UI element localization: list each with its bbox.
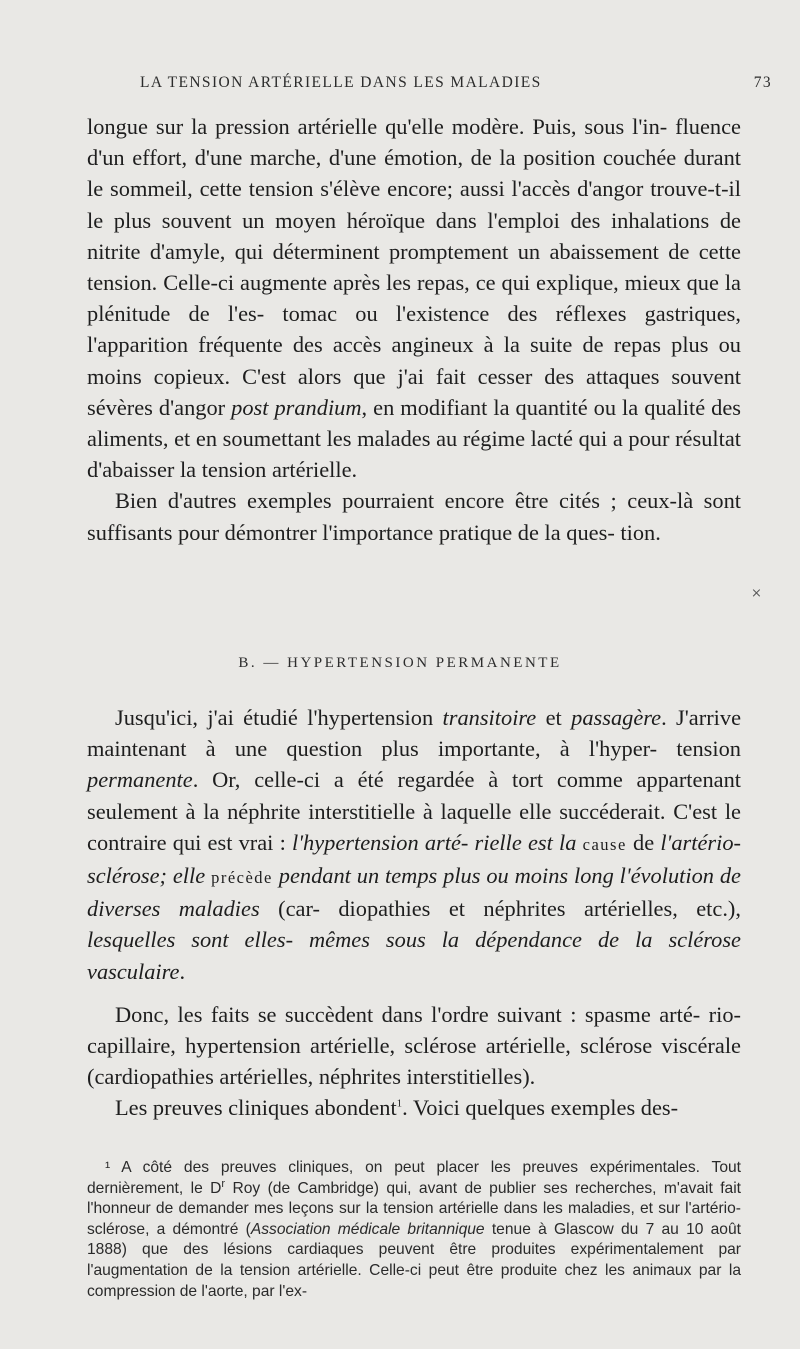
text-run: , en modifiant la quantité ou la qualité des aliments, et en soumettant les malades au régime lacté qui a pour résultat d'abaisser la tension artérielle.	[87, 394, 741, 483]
paragraph	[87, 702, 741, 987]
italic-run: l'hypertension arté- rielle est la	[292, 829, 577, 855]
text-run: et	[536, 705, 572, 730]
small-caps-run: précède	[211, 868, 273, 888]
text-run: Les preuves cliniques abondent	[115, 1095, 397, 1121]
footnote	[87, 1158, 741, 1302]
paragraph	[87, 111, 741, 485]
text-run: longue sur la pression artérielle qu'elle modère. Puis, sous l'in- fluence d'un effort, d'une marche, d'une émotion, de la position couchée durant le sommeil, cette tension s'élève encore; aussi l'accès d'angor trouve-t-il le plus souvent un moyen héroïque dans l'emploi des inhalations de nitrite d'amyle, qui déterminent promptement un abaissement de cette tension. Celle-ci augmente après les repas, ce qui explique, mieux que la plénitude de l'es- tomac ou l'existence des réflexes gastriques, l'apparition fréquente des accès angineux à la suite de repas plus ou moins copieux. C'est alors que j'ai fait cesser des attaques souvent sévères d'angor	[87, 114, 741, 420]
text-run: de	[626, 829, 661, 855]
margin-mark: ×	[751, 586, 762, 601]
italic-run: lesquelles sont elles- mêmes sous la dépendance de la sclérose vasculaire	[87, 927, 741, 984]
small-caps-run: cause	[582, 834, 627, 854]
footnote-text	[87, 1158, 741, 1302]
superscript: r	[221, 1177, 226, 1190]
section-heading: B. — HYPERTENSION PERMANENTE	[238, 655, 562, 671]
text-run: .	[179, 958, 186, 984]
text-run: Jusqu'ici, j'ai étudié l'hypertension	[115, 705, 443, 730]
footnote-ref: 1	[396, 1097, 403, 1110]
footnote-mark: ¹	[105, 1159, 111, 1176]
text-run: (car- diopathies et néphrites artérielles, etc.),	[259, 896, 741, 922]
italic-run: post prandium	[231, 394, 362, 420]
italic-run: l'artério-sclérose; elle	[87, 829, 741, 889]
page-number: 73	[753, 74, 772, 91]
text-run: tenue à Glascow du 7 au 10 août 1888) que des lésions cardiaques peuvent être produites expérimentalement par l'augmentation de la tension artérielle. Celle-ci peut être produite chez les animaux par la compression de l'aorte, par l'ex-	[87, 1220, 741, 1300]
text-run: . Or, celle-ci a été regardée à tort comme appartenant seulement à la néphrite interstitielle à laquelle elle succéderait. C'est le contraire qui est vrai :	[87, 767, 741, 855]
main-text-upper	[87, 111, 741, 548]
italic-run: Association médicale britannique	[250, 1220, 485, 1238]
italic-run: passagère	[571, 705, 662, 730]
running-header	[140, 74, 772, 92]
text-run: Roy (de Cambridge) qui, avant de publier ses recherches, m'avait fait l'honneur de demander mes leçons sur la tension artérielle dans les maladies, et sur l'artério-sclérose, a démontré (	[87, 1179, 742, 1238]
paragraph: Bien d'autres exemples pourraient encore être cités ; ceux-là sont suffisants pour démontrer l'importance pratique de la ques- tion.	[87, 488, 741, 545]
paragraph: Donc, les faits se succèdent dans l'ordre suivant : spasme arté- rio-capillaire, hypertension artérielle, sclérose artérielle, sclérose viscérale (cardiopathies artérielles, néphrites interstitielles).	[87, 1001, 741, 1090]
italic-run: pendant un temps plus ou moins long l'évolution de diverses maladies	[87, 863, 741, 922]
running-title: LA TENSION ARTÉRIELLE DANS LES MALADIES	[140, 74, 542, 91]
italic-run: permanente	[87, 767, 193, 793]
italic-run: transitoire	[442, 705, 537, 730]
text-run: . Voici quelques exemples des-	[402, 1095, 679, 1121]
text-run: . J'arrive maintenant à une question plus importante, à l'hyper- tension	[87, 705, 742, 762]
paragraph	[87, 1092, 741, 1123]
main-text-lower	[87, 702, 741, 1124]
text-run: A côté des preuves cliniques, on peut placer les preuves expérimentales. Tout dernièrement, le D	[87, 1159, 741, 1197]
